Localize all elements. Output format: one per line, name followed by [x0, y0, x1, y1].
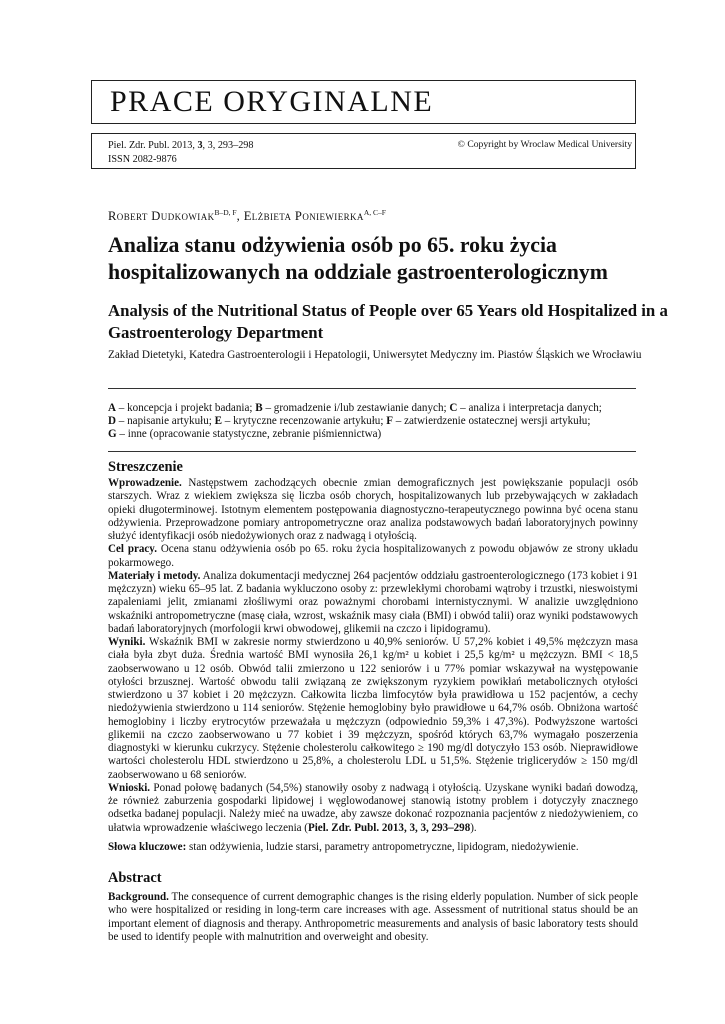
- contribution-key: G: [108, 428, 117, 441]
- conclusions-text: Ponad połowę badanych (54,5%) stanowiły osoby z nadwagą i otyłością. Uzyskane wyniki badań dowodzą, że również zaburzenia gospodarki lipidowej i węglowodanowej stanowią istotny problem i dotyczyły znacznego odsetka badanej populacji. Należy mieć na uwadze, aby zawsze dokonać rozpoznania pacjentów z niedożywieniem, co ułatwia wprowadzenie właściwego leczenia (: [108, 781, 638, 834]
- keywords-label: Słowa kluczowe:: [108, 840, 187, 853]
- divider: [108, 388, 636, 389]
- conclusions-end: ).: [470, 821, 477, 834]
- author-separator: ,: [236, 209, 244, 223]
- affiliation: Zakład Dietetyki, Katedra Gastroenterologii i Hepatologii, Uniwersytet Medyczny im. Piastów Śląskich we Wrocławiu: [108, 349, 642, 361]
- aim-label: Cel pracy.: [108, 543, 157, 556]
- author-contribution-codes: B–D, F: [214, 208, 237, 217]
- contribution-key: C: [449, 402, 458, 414]
- copyright-notice: © Copyright by Wroclaw Medical University: [457, 139, 632, 150]
- abstract-body: [108, 891, 638, 944]
- author-name: Elżbieta Poniewierka: [243, 209, 364, 223]
- banner-title: PRACE ORYGINALNE: [110, 85, 434, 118]
- results-paragraph: [108, 636, 638, 782]
- contribution-key: D: [108, 415, 117, 428]
- contribution-text: – krytyczne recenzowanie artykułu;: [222, 415, 387, 428]
- contribution-text: – gromadzenie i/lub zestawianie danych;: [262, 402, 450, 414]
- contribution-key: A: [108, 402, 117, 414]
- keywords-paragraph: [108, 841, 638, 854]
- citation-line-suffix: , 3, 293–298: [202, 140, 254, 151]
- section-banner: [91, 80, 636, 124]
- aim-text: Ocena stanu odżywienia osób po 65. roku życia hospitalizowanych z powodu objawów ze strony układu pokarmowego.: [108, 543, 638, 569]
- streszczenie-body: [108, 477, 638, 854]
- intro-label: Wprowadzenie.: [108, 477, 182, 489]
- citation-block: [108, 139, 253, 166]
- intro-paragraph: [108, 477, 638, 543]
- citation-header: [91, 133, 636, 169]
- author-name: Robert Dudkowiak: [108, 209, 215, 223]
- contribution-text: – koncepcja i projekt badania;: [116, 402, 256, 414]
- methods-label: Materiały i metody.: [108, 569, 201, 582]
- aim-paragraph: [108, 543, 638, 570]
- streszczenie-heading: Streszczenie: [108, 459, 183, 475]
- methods-paragraph: [108, 570, 638, 636]
- citation-volume: 3: [197, 140, 203, 151]
- conclusions-paragraph: [108, 782, 638, 835]
- conclusions-label: Wnioski.: [108, 781, 151, 794]
- contribution-key: E: [214, 415, 223, 428]
- conclusions-citation: Piel. Zdr. Publ. 2013, 3, 3, 293–298: [307, 821, 471, 834]
- results-label: Wyniki.: [108, 636, 146, 648]
- background-label: Background.: [108, 891, 169, 903]
- author-list: [108, 208, 386, 224]
- article-title-polish: Analiza stanu odżywienia osób po 65. roku życia hospitalizowanych na oddziale gastroenterologicznym: [108, 233, 608, 284]
- article-title-english: Analysis of the Nutritional Status of People over 65 Years old Hospitalized in a Gastroenterology Department: [108, 301, 668, 342]
- contribution-key: B: [255, 402, 263, 414]
- divider: [108, 451, 636, 452]
- contribution-key: F: [386, 415, 393, 428]
- intro-text: Następstwem zachodzących obecnie zmian demograficznych jest powiększanie populacji osób starszych. Wraz z wiekiem zwiększa się liczba osób chorych, hospitalizowanych lub przebywających w zakładach opieki długoterminowej. Istotnym elementem postępowania diagnostyczno-terapeutycznego powinna być ocena stanu odżywienia. Przeprowadzone pomiary antropometryczne oraz analiza podstawowych badań laboratoryjnych powinny służyć identyfikacji osób niedożywionych oraz z nadwagą i otyłością.: [108, 477, 638, 542]
- abstract-heading: Abstract: [108, 870, 162, 886]
- contribution-text: – inne (opracowanie statystyczne, zebranie piśmiennictwa): [116, 428, 382, 441]
- contribution-text: – napisanie artykułu;: [116, 415, 215, 428]
- contribution-text: – zatwierdzenie ostatecznej wersji artykułu;: [392, 415, 591, 428]
- issn: ISSN 2082-9876: [108, 153, 177, 165]
- results-text: Wskaźnik BMI w zakresie normy stwierdzono u 40,9% seniorów. U 57,2% kobiet i 49,5% mężczyzn masa ciała była zbyt duża. Średnia wartość BMI wynosiła 26,1 kg/m² u kobiet i 25,5 kg/m² u mężczyzn. BMI < 18,5 zaobserwowano u 12 osób. Obwód talii zmierzono u 122 seniorów i u 77% pomiar wskazywał na występowanie otyłości brzusznej. Wartość obwodu talii związaną ze zwiększonym ryzykiem powikłań metabolicznych otyłości stwierdzono u 37 kobiet i 20 mężczyzn. Całkowita liczba limfocytów była prawidłowa u 152 pacjentów, a cechy niedożywienia stwierdzono u 114 seniorów. Stężenie hemoglobiny było prawidłowe u 64,7% osób. Obniżona wartość hemoglobiny i liczby erytrocytów przeważała u mężczyzn (odpowiednio 59,3% i 47,3%). Podwyższone wartości glikemii na czczo zaobserwowano u 77 kobiet i 39 mężczyzn, spośród których 63,7% wymagało poszerzenia diagnostyki w kierunku cukrzycy. Stężenie cholesterolu całkowitego ≥ 190 mg/dl dotyczyło 153 osób. Nieprawidłowe wartości cholesterolu HDL stwierdzono u 25,8%, a cholesterolu LDL u 51,5%. Stężenie triglicerydów ≥ 150 mg/dl zaobserwowano u 68 seniorów.: [108, 636, 638, 781]
- contribution-text: – analiza i interpretacja danych;: [457, 402, 602, 414]
- author-contribution-codes: A, C–F: [363, 208, 386, 217]
- methods-text: Analiza dokumentacji medycznej 264 pacjentów oddziału gastroenterologicznego (173 kobiet i 91 mężczyzn) wieku 65–95 lat. Z badania wykluczono osoby z: przewlekłymi chorobami wątroby i trzustki, nieswoistymi zapaleniami jelit, zmianami złośliwymi oraz poważnymi chorobami internistycznymi. W analizie uwzględniono wskaźniki antropometryczne (masę ciała, wzrost, wskaźnik masy ciała (BMI) i obwód talii) oraz wyniki podstawowych badań laboratoryjnych (morfologii krwi obwodowej, glikemii na czczo i lipidogramu).: [108, 569, 638, 635]
- contribution-legend: [108, 402, 638, 442]
- citation-line-prefix: Piel. Zdr. Publ. 2013,: [108, 140, 198, 151]
- background-paragraph: [108, 891, 638, 944]
- background-text: The consequence of current demographic changes is the rising elderly population. Number of sick people who were hospitalized or residing in long-term care increases with age. Assessment of nutritional status should be an important element of diagnosis and therapy. Anthropometric measurements and analysis of basic laboratory tests should be used to identify people with malnutrition and overweight and obesity.: [108, 891, 638, 943]
- keywords-text: stan odżywienia, ludzie starsi, parametry antropometryczne, lipidogram, niedożywienie.: [186, 840, 579, 853]
